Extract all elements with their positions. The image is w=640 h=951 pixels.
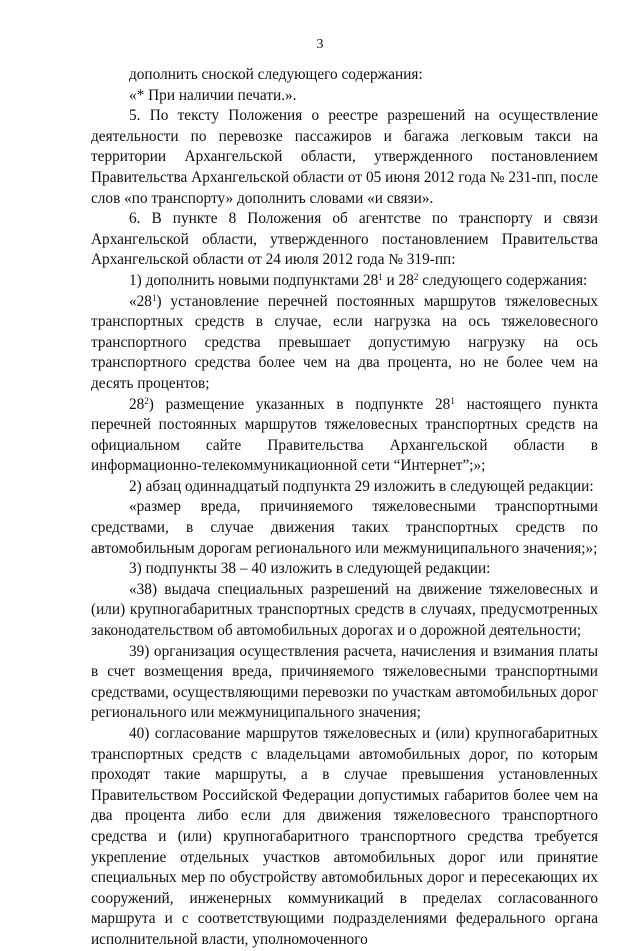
paragraph-subitem-1 (91, 271, 598, 292)
text-run: настоящего пункта перечней постоянных маршрутов тяжеловесных транспортных средств на официальном сайте Правительства Архангельской области в информационно-телекоммуникационной сети “Интернет”;»; (91, 395, 599, 475)
paragraph-subitem-3: 3) подпункты 38 – 40 изложить в следующей редакции: (129, 560, 491, 578)
paragraph-subitem-38: «38) выдача специальных разрешений на движение тяжеловесных и (или) крупногабаритных транспортных средств в случаях, предусмотренных законодательством об автомобильных дорогах и о дорожной деятельности; (91, 580, 598, 640)
paragraph-subitem-28-1 (91, 292, 598, 395)
text-run: 1) дополнить новыми подпунктами 28 (129, 271, 379, 289)
text-run: ) установление перечней постоянных маршрутов тяжеловесных транспортных средств в случае, если нагрузка на ось тяжеловесного транспортного средства превышает допустимую нагрузку на ось транспортного средства более чем на два процента, но не более чем на десять процентов; (91, 292, 598, 392)
paragraph-footnote-intro: дополнить сноской следующего содержания: (129, 66, 423, 83)
superscript: 1 (378, 272, 383, 282)
page-number: 3 (316, 37, 324, 52)
paragraph-item-6: 6. В пункте 8 Положения об агентстве по транспорту и связи Архангельской области, утвержденного постановлением Правительства Архангельской области от 24 июля 2012 года № 319-пп: (91, 210, 598, 269)
paragraph-harm-size: «размер вреда, причиняемого тяжеловесными транспортными средствами, в случае движения таких транспортных средств по автомобильным дорогам регионального или межмуниципального значения;»; (91, 498, 598, 557)
superscript: 2 (413, 272, 419, 282)
document-body (91, 65, 598, 951)
text-run: 28 (129, 395, 145, 413)
text-run: следующего содержания: (418, 271, 588, 289)
paragraph-footnote-text: «* При наличии печати.». (129, 86, 297, 104)
paragraph-item-5: 5. По тексту Положения о реестре разрешений на осуществление деятельности по перевозке пассажиров и багажа легковым такси на территории Архангельской области, утвержденного постановлением Правительства Архангельской области от 05 июня 2012 года № 231-пп, после слов «по транспорту» дополнить словами «и связи». (91, 107, 598, 207)
text-run: ) размещение указанных в подпункте 28 (148, 395, 451, 413)
text-run: и 28 (382, 271, 414, 289)
paragraph-subitem-28-2 (91, 395, 598, 477)
superscript: 1 (151, 292, 157, 303)
superscript: 2 (144, 395, 149, 406)
paragraph-subitem-39: 39) организация осуществления расчета, начисления и взимания платы в счет возмещения вреда, причиняемого тяжеловесными транспортными средствами, осуществляющими перевозки по участкам автомобильных дорог регионального или межмуниципального значения; (91, 642, 598, 722)
text-run: «28 (129, 292, 152, 310)
paragraph-subitem-40: 40) согласование маршрутов тяжеловесных и (или) крупногабаритных транспортных средств с владельцами автомобильных дорог, по которым проходят такие маршруты, а в случае превышения установленных Правительством Российской Федерации допустимых габаритов более чем на два процента либо если для движения тяжеловесного транспортного средства и (или) крупногабаритного транспортного средства требуется укрепление отдельных участков автомобильных дорог или принятие специальных мер по обустройству автомобильных дорог и пересекающих их сооружений, инженерных коммуникаций в пределах согласованного маршрута и с соответствующими подразделениями федерального органа исполнительной власти, уполномоченного (91, 725, 598, 948)
paragraph-subitem-2: 2) абзац одиннадцатый подпункта 29 изложить в следующей редакции: (129, 477, 594, 495)
superscript: 1 (450, 395, 455, 406)
